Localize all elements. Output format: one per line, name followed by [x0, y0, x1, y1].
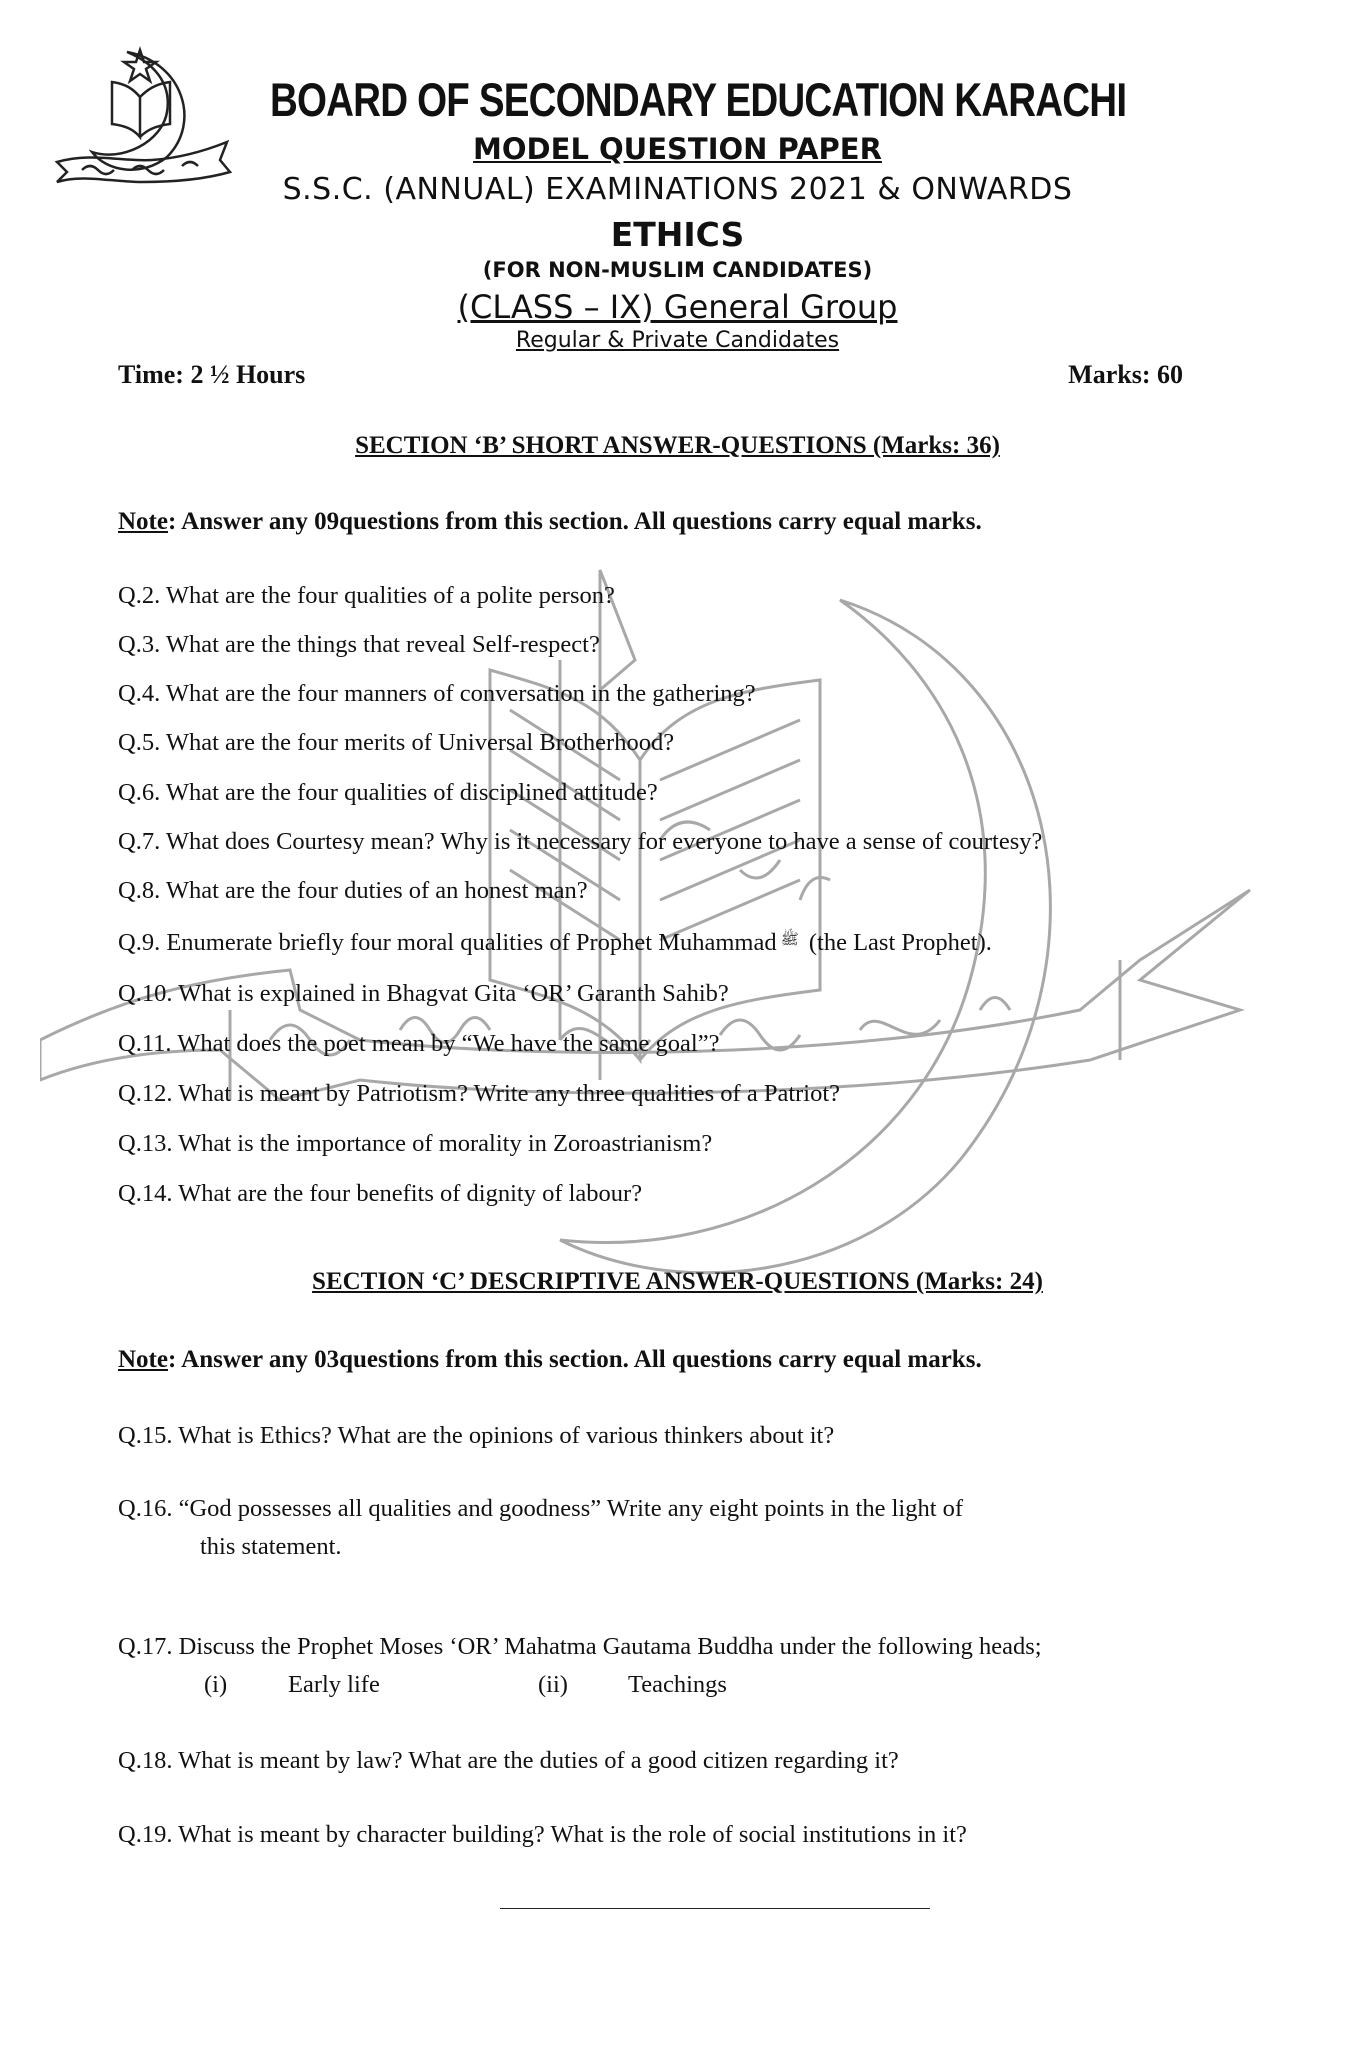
candidates-note: (FOR NON-MUSLIM CANDIDATES)	[482, 258, 873, 282]
question: Q.5. What are the four merits of Universal Brotherhood?	[118, 729, 675, 756]
exam-title: S.S.C. (ANNUAL) EXAMINATIONS 2021 & ONWARDS	[282, 172, 1073, 207]
sub-item-text: Early life	[288, 1671, 380, 1698]
question: Q.17. Discuss the Prophet Moses ‘OR’ Mahatma Gautama Buddha under the following heads;	[118, 1633, 1042, 1660]
question-q9	[118, 929, 992, 957]
sub-item-text: Teachings	[628, 1671, 727, 1698]
question: Q.6. What are the four qualities of disciplined attitude?	[118, 779, 658, 806]
section-c-note	[118, 1346, 982, 1374]
question: Q.19. What is meant by character building? What is the role of social institutions in it?	[118, 1821, 967, 1848]
note-text: : Answer any 09questions from this section. All questions carry equal marks.	[167, 508, 982, 535]
question: Q.15. What is Ethics? What are the opinions of various thinkers about it?	[118, 1422, 835, 1449]
honorific: ﷺ	[780, 932, 799, 948]
board-logo	[52, 42, 232, 192]
paper-type: MODEL QUESTION PAPER	[473, 132, 882, 166]
q9-suffix: (the Last Prophet).	[808, 929, 992, 956]
question: Q.16. “God possesses all qualities and goodness” Write any eight points in the light of	[118, 1495, 964, 1522]
candidate-type: Regular & Private Candidates	[515, 328, 840, 353]
question: Q.8. What are the four duties of an honest man?	[118, 877, 588, 904]
question: Q.14. What are the four benefits of dignity of labour?	[118, 1180, 643, 1207]
question: Q.11. What does the poet mean by “We have the same goal”?	[118, 1030, 720, 1057]
question: Q.3. What are the things that reveal Self-respect?	[118, 631, 600, 658]
time-allowed: Time: 2 ½ Hours	[118, 360, 306, 389]
total-marks: Marks: 60	[1068, 360, 1183, 389]
sub-item-label: (ii)	[538, 1671, 568, 1698]
note-label: Note	[118, 508, 168, 535]
sub-item-label: (i)	[204, 1671, 228, 1698]
section-c-title: SECTION ‘C’ DESCRIPTIVE ANSWER-QUESTIONS (Marks: 24)	[312, 1268, 1043, 1295]
end-rule	[500, 1908, 930, 1909]
question: Q.12. What is meant by Patriotism? Write any three qualities of a Patriot?	[118, 1080, 841, 1107]
question-continuation: this statement.	[200, 1533, 342, 1560]
question: Q.10. What is explained in Bhagvat Gita ‘OR’ Garanth Sahib?	[118, 980, 729, 1007]
section-b-title: SECTION ‘B’ SHORT ANSWER-QUESTIONS (Marks: 36)	[355, 432, 1000, 459]
section-b-note	[118, 508, 982, 536]
class-group: (CLASS – IX) General Group	[457, 288, 898, 326]
question: Q.2. What are the four qualities of a polite person?	[118, 582, 615, 609]
board-title: BOARD OF SECONDARY EDUCATION KARACHI	[270, 73, 1127, 126]
q9-text: Q.9. Enumerate briefly four moral qualities of Prophet Muhammad	[118, 929, 777, 956]
note-text: : Answer any 03questions from this section. All questions carry equal marks.	[167, 1346, 982, 1373]
question: Q.4. What are the four manners of conversation in the gathering?	[118, 680, 756, 707]
question: Q.18. What is meant by law? What are the duties of a good citizen regarding it?	[118, 1747, 899, 1774]
question: Q.7. What does Courtesy mean? Why is it necessary for everyone to have a sense of courtesy?	[118, 828, 1043, 855]
question: Q.13. What is the importance of morality in Zoroastrianism?	[118, 1130, 713, 1157]
subject-title: ETHICS	[610, 215, 745, 254]
note-label: Note	[118, 1346, 168, 1373]
